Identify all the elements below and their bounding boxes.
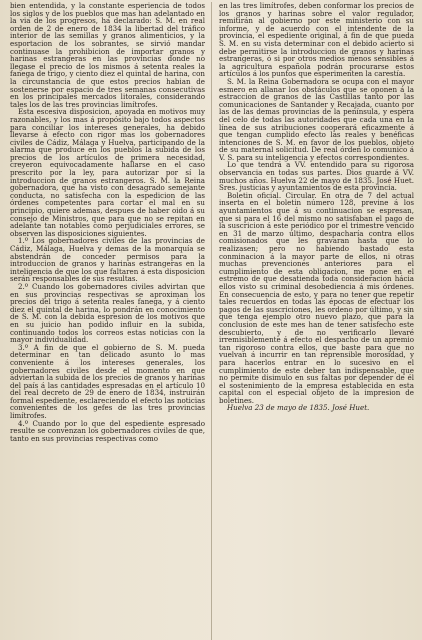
paragraph: en las tres limítrofes, deben conformar los precios de los granos y harinas sobre el valor regulador, remitirán al gobierno por este ministerio con su informe, y de acuerdo con el intendente de la provincia, el espediente original, á fin de que pueda S. M. en su vista determinar con el debido acierto si debe permitirse la introduccion de granos y harinas estrangeras, ó si por otros medios menos sensibles á la agricultura española podrán procurarse estos artículos á los puntos que esperimenten la carestía. (219, 2, 414, 79)
paragraph: S. M. la Reina Gobernadora se ocupa con el mayor esmero en allanar los obstáculos que se oponen á la estraccion de granos de las Castillas tanto por las comunicaciones de Santander y Recajada, cuanto por las de las demas provincias de la península, y espera del celo de todas las autoridades que cada una en la línea de sus atribuciones cooperará eficazmente á que tengan cumplido efecto las reales y benéficas intenciones de S. M. en favor de los pueblos, objeto de su maternal solicitud. De real órden lo comunico á V. S. para su inteligencia y efectos correspondientes. (219, 76, 414, 162)
paragraph: 1.º Los gobernadores civiles de las provincias de Cádiz, Málaga, Huelva y demas de la monarquía se abstendrán de conceder permisos para la introduccion de granos y harinas estrangeras en la inteligencia de que los que faltaren á esta disposicion serán responsables de sus resultas. (10, 236, 205, 284)
paragraph: 4.º Cuando por lo que del espediente espresado resulte se convenzan los gobernadores civiles de que, tanto en sus provincias respectivas como (10, 418, 205, 443)
two-column-layout (10, 2, 414, 640)
left-column (10, 2, 212, 640)
paragraph: Esta escesiva disposicion, apoyada en motivos muy razonables, y los mas á propósito bajo todos aspectos para conciliar los intereses generales, ha debido llevarse á efecto con rigor mas los gobernadores civiles de Cádiz, Málaga y Huelva, participando de la alarma que produce en los pueblos la subida de los precios de los artículos de primera necesidad, creyeron equivocadamente hallarse en el caso prescrito por la ley, para autorizar por sí la introduccion de granos estrangeros. S. M. la Reina gobernadora, que ha visto con desagrado semejante conducta, no satisfecha con la espedicion de las órdenes competentes para cortar el mal en su principio, quiere ademas, despues de haber oido á su consejo de Ministros, que para que no se repitan en adelante tan notables como perjudiciales errores, se observen las disposiciones siguientes. (10, 107, 205, 238)
closing-signature-line: Huelva 23 de mayo de 1835. José Huet. (227, 403, 370, 413)
right-column (212, 2, 414, 640)
paragraph: 3.º A fin de que el gobierno de S. M. pueda determinar en tan delicado asunto lo mas conveniente á los intereses generales, los gobernadores civiles desde el momento en que adviertan la subida de los precios de granos y harinas del país á las cantidades espresadas en el artículo 10 del real decreto de 29 de enero de 1834, instruirán formal espediente, esclareciendo el efecto las noticias convenientes de los gefes de las tres provincias limítrofes. (10, 342, 206, 421)
paragraph: Boletin oficial. Circular. En otra de 7 del actual inserta en el boletin número 128, previne á los ayuntamientos que á su continuacion se espresan, que si para el 16 del mismo no satisfaban el pago de la suscricion á este periódico por el trimestre vencido en 31 de marzo último, despacharía contra ellos comisionados que les gravaran hasta que lo realizasen; pero no habiendo bastado esta conminacion á la mayor parte de ellos, ni otras muchas prevenciones anteriores para el cumplimiento de esta obligacion, me pone en el estremo de que desatienda toda consideracion hácia ellos visto su criminal desobediencia á mis órdenes. En consecuencia de esto, y para no tener que repetir tales recuerdos en todas las épocas de efectuar los pagos de las suscriciones, les ordeno por último, y sin que tenga ejemplo otro nuevo plazo, que para la conclusion de este mes han de tener satisfecho este descubierto, y de no verificarlo llevaré irremisiblemente á efecto el despacho de un apremio tan rigoroso contra ellos, que baste para que no vuelvan á incurrir en tan reprensible morosidad, y para hacerlos entrar en lo sucesivo en el cumplimiento de este deber tan indispensable, que no permite disimulo en sus faltas por depender de él el sostenimiento de la empresa establecida en esta capital con el especial objeto de la impresion de boletines. (219, 190, 414, 405)
paragraph: Lo que tendrá a VV. entendido para su rigorosa observancia en todas sus partes. Dios guarde á VV. muchos años. Huelva 22 de mayo de 1835. José Huet. Sres. justicias y ayuntamientos de esta provincia. (219, 160, 414, 193)
paragraph: bien entendida, y la constante esperiencia de todos los siglos y de los pueblos que mas han adelantado en la via de los progresos, ha declarado: S. M. en real orden de 2 de enero de 1834 la libertad del tráfico interior de las semillas y granos alimenticios, y la esportacion de los sobrantes, se sirvió mandar continuase la prohibicion de importar granos y harinas estrangeras en las provincias donde no llegase el precio de los mismos á setenta reales la fanega de trigo, y ciento diez el quintal de harina, con la circunstancia de que estos precios habian de sostenerse por espacio de tres semanas consecutivas en los principales mercados litorales, considerando tales los de las tres provincias limítrofes. (10, 2, 205, 109)
paragraph: 2.º Cuando los gobernadores civiles advirtan que en sus provincias respectivas se aproximan los precios del trigo á setenta reales fanega, y á ciento diez el quintal de harina, lo pondrán en conocimiento de S. M. con la debida espresion de los motivos que en su juicio han podido influir en la subida, continuando todos los correos estas noticias con la mayor individualidad. (10, 281, 205, 345)
